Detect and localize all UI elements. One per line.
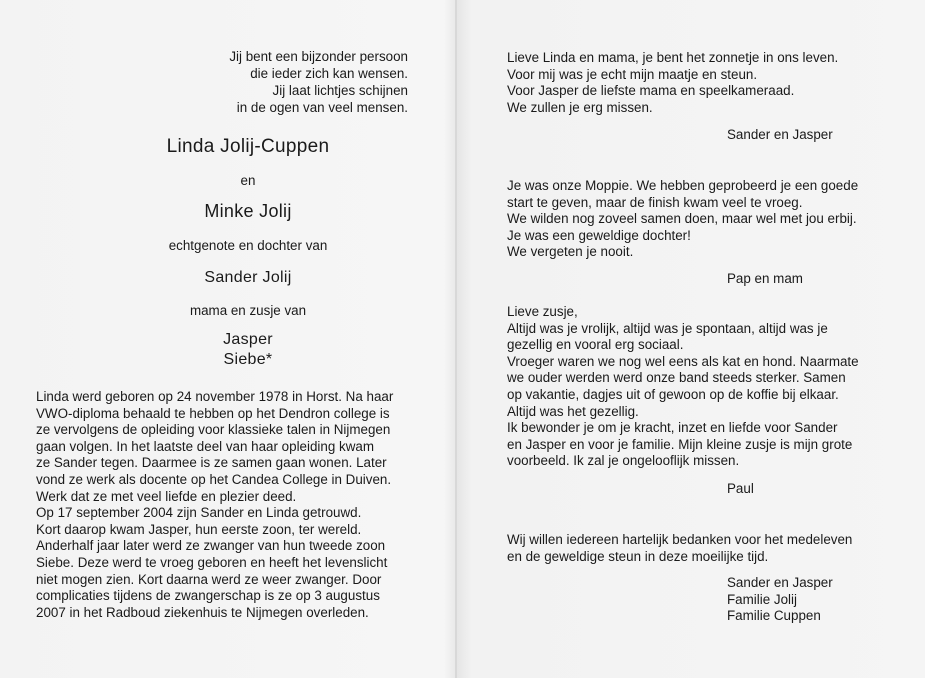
- signature-parents: Pap en mam: [727, 271, 803, 286]
- husband-name: Sander Jolij: [204, 269, 292, 286]
- poem: [160, 48, 408, 116]
- message-line: Vroeger waren we nog wel eens als kat en hond. Naarmate: [507, 353, 859, 369]
- biography-line: Siebe. Deze werd te vroeg geboren en heeft het levenslicht: [36, 554, 388, 570]
- biography-line: ze Sander tegen. Daarmee is ze samen gaan wonen. Later: [36, 455, 387, 471]
- biography: [36, 389, 408, 621]
- message-line: Altijd was het gezellig.: [507, 403, 639, 419]
- poem-line: die ieder zich kan wensen.: [250, 66, 408, 81]
- biography-line: ze vervolgens de opleiding voor klassieke talen in Nijmegen: [36, 422, 391, 438]
- message-line: We vergeten je nooit.: [507, 244, 634, 260]
- message-line: Altijd was je vrolijk, altijd was je spontaan, altijd was je: [507, 320, 828, 336]
- biography-line: vond ze werk als docente op het Candea College in Duiven.: [36, 471, 392, 487]
- poem-line: Jij bent een bijzonder persoon: [229, 49, 408, 64]
- biography-line: Werk dat ze met veel liefde en plezier deed.: [36, 488, 297, 504]
- message-line: Je was een geweldige dochter!: [507, 227, 691, 243]
- message-line: en Jasper en voor je familie. Mijn kleine zusje is mijn grote: [507, 436, 853, 452]
- deceased-name: Linda Jolij-Cuppen: [166, 136, 330, 157]
- thanks-signatures: [727, 575, 833, 625]
- biography-line: complicaties tijdens de zwangerschap is ze op 3 augustus: [36, 588, 380, 604]
- message-line: We zullen je erg missen.: [507, 99, 653, 115]
- message-line: Voor Jasper de liefste mama en speelkameraad.: [507, 83, 795, 99]
- daughter-name: Minke Jolij: [204, 201, 292, 221]
- message-parents: [507, 178, 883, 261]
- conjunction-en: en: [240, 173, 256, 188]
- thanks-message: [507, 532, 883, 565]
- message-line: start te geven, maar de finish kwam veel te vroeg.: [507, 194, 803, 210]
- message-line: Lieve Linda en mama, je bent het zonnetje in ons leven.: [507, 50, 839, 65]
- signature-sander-jasper: Sander en Jasper: [727, 127, 833, 142]
- biography-line: Linda werd geboren op 24 november 1978 in Horst. Na haar: [36, 389, 394, 404]
- relation-text-1: echtgenote en dochter van: [168, 238, 328, 253]
- poem-line: in de ogen van veel mensen.: [236, 100, 408, 115]
- biography-line: gaan volgen. In het laatste deel van haar opleiding kwam: [36, 438, 374, 454]
- card-fold: [455, 0, 457, 678]
- message-paul: [507, 304, 883, 470]
- biography-line: 2007 in het Radboud ziekenhuis te Nijmegen overleden.: [36, 604, 369, 620]
- thanks-signature: Sander en Jasper: [727, 575, 833, 590]
- signature-paul: Paul: [727, 481, 754, 496]
- message-line: op vakantie, dagjes uit of gewoon op de koffie bij elkaar.: [507, 386, 839, 402]
- message-sander-jasper: [507, 50, 883, 116]
- biography-line: niet mogen zien. Kort daarna werd ze weer zwanger. Door: [36, 571, 382, 587]
- message-line: Je was onze Moppie. We hebben geprobeerd je een goede: [507, 178, 859, 193]
- message-line: we ouder werden werd onze band steeds sterker. Samen: [507, 370, 846, 386]
- poem-line: Jij laat lichtjes schijnen: [272, 83, 408, 98]
- message-line: We wilden nog zoveel samen doen, maar wel met jou erbij.: [507, 211, 857, 227]
- biography-line: Op 17 september 2004 zijn Sander en Linda getrouwd.: [36, 505, 362, 521]
- biography-line: Anderhalf jaar later werd ze zwanger van hun tweede zoon: [36, 538, 386, 554]
- message-line: gezellig en vooral erg sociaal.: [507, 337, 684, 353]
- biography-line: VWO-diploma behaald te hebben op het Dendron college is: [36, 405, 390, 421]
- son-name: Jasper: [223, 331, 273, 348]
- thanks-line: Wij willen iedereen hartelijk bedanken voor het medeleven: [507, 532, 853, 547]
- message-line: Ik bewonder je om je kracht, inzet en liefde voor Sander: [507, 420, 838, 436]
- brother-name: Siebe*: [223, 351, 273, 368]
- message-line: Lieve zusje,: [507, 304, 578, 319]
- relation-text-2: mama en zusje van: [189, 303, 307, 318]
- message-line: Voor mij was je echt mijn maatje en steun.: [507, 66, 758, 82]
- thanks-signature: Familie Cuppen: [727, 608, 821, 624]
- message-line: voorbeeld. Ik zal je ongelooflijk missen.: [507, 453, 740, 469]
- biography-line: Kort daarop kwam Jasper, hun eerste zoon, ter wereld.: [36, 521, 362, 537]
- thanks-line: en de geweldige steun in deze moeilijke tijd.: [507, 548, 769, 564]
- thanks-signature: Familie Jolij: [727, 591, 797, 607]
